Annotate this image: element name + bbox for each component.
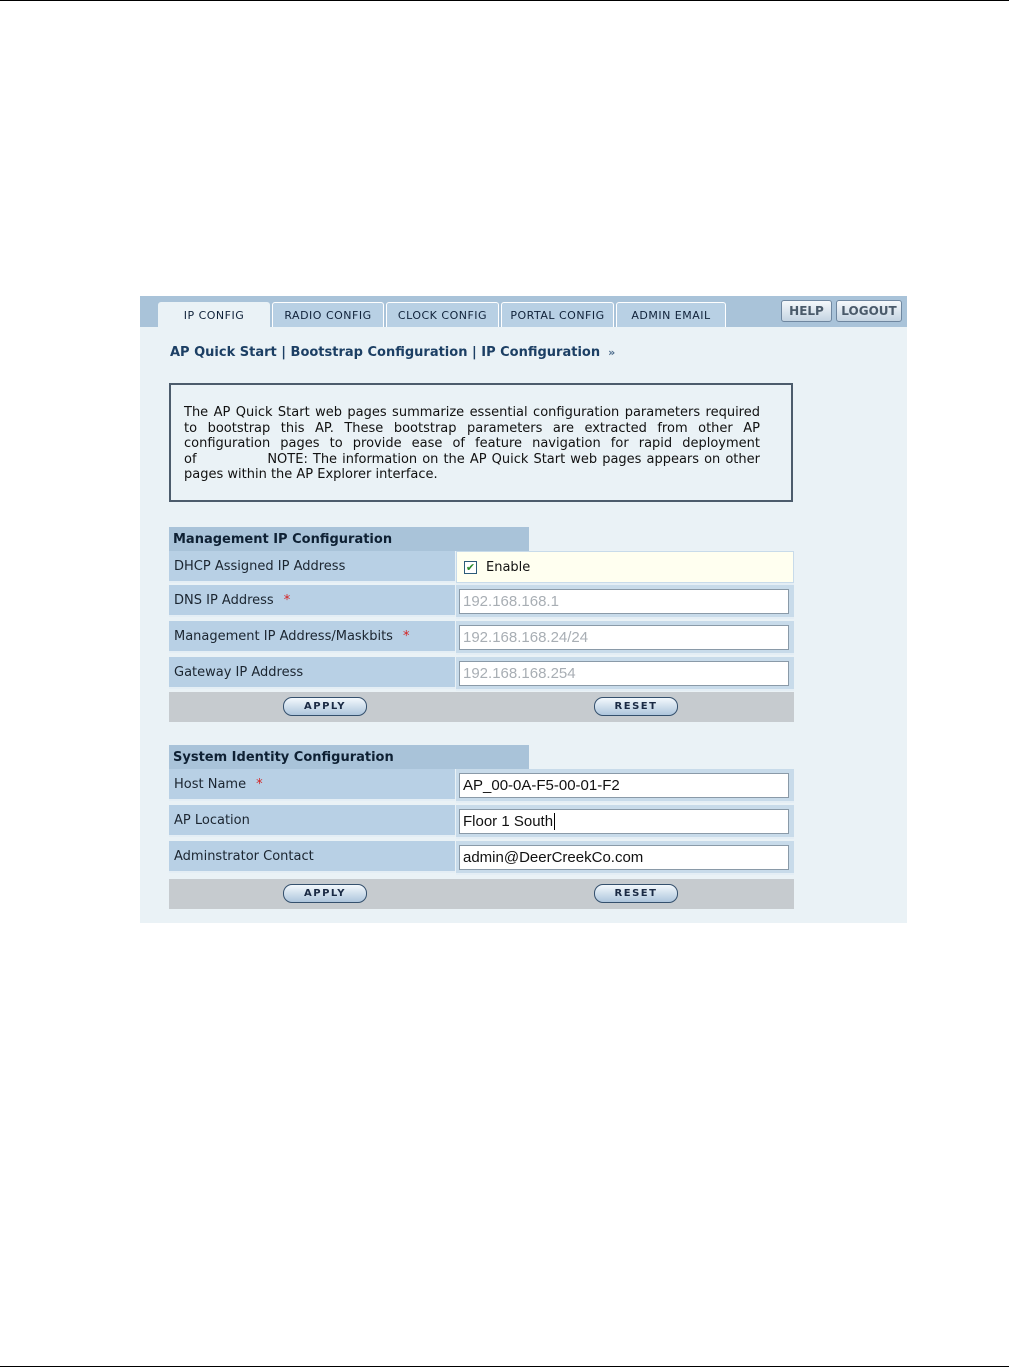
host-name-label-text: Host Name xyxy=(174,776,247,792)
required-marker: * xyxy=(256,776,263,792)
dhcp-enable-checkbox[interactable] xyxy=(464,561,477,574)
note-part-2: NOTE: The information on the AP Quick Start web pages appears on other pages within the AP Explorer interface. xyxy=(184,451,760,483)
tab-clock-config[interactable]: CLOCK CONFIG xyxy=(386,302,499,327)
ap-config-panel xyxy=(140,296,907,923)
gateway-label: Gateway IP Address xyxy=(169,657,455,689)
dhcp-enable-label: Enable xyxy=(486,559,531,575)
admin-contact-input[interactable]: admin@DeerCreekCo.com xyxy=(459,845,789,870)
checkmark-icon: ✔ xyxy=(465,560,476,574)
dhcp-label: DHCP Assigned IP Address xyxy=(169,551,455,583)
host-name-value-cell xyxy=(456,769,794,803)
host-name-row xyxy=(169,769,794,803)
tab-radio-config[interactable]: RADIO CONFIG xyxy=(272,302,384,327)
management-reset-button[interactable]: RESET xyxy=(594,697,678,716)
admin-contact-label: Adminstrator Contact xyxy=(169,841,455,873)
tab-portal-config[interactable]: PORTAL CONFIG xyxy=(501,302,614,327)
ap-location-value-cell xyxy=(456,805,794,839)
bottom-rule xyxy=(0,1366,1009,1367)
gateway-row xyxy=(169,657,794,691)
admin-contact-value-cell xyxy=(456,841,794,875)
breadcrumb xyxy=(170,345,615,360)
dns-label xyxy=(169,585,455,617)
mgmt-ip-value-cell xyxy=(456,621,794,655)
management-apply-button[interactable]: APPLY xyxy=(283,697,367,716)
mgmt-ip-label-text: Management IP Address/Maskbits xyxy=(174,628,393,644)
gateway-ip-input[interactable]: 192.168.168.254 xyxy=(459,661,789,686)
dns-row xyxy=(169,585,794,619)
required-marker: * xyxy=(283,592,291,608)
dhcp-value-cell xyxy=(456,551,794,585)
mgmt-ip-label xyxy=(169,621,455,653)
mgmt-ip-row xyxy=(169,621,794,655)
text-cursor xyxy=(554,813,555,830)
host-name-label xyxy=(169,769,455,801)
help-button[interactable]: HELP xyxy=(781,300,832,322)
identity-reset-button[interactable]: RESET xyxy=(594,884,678,903)
note-part-1: The AP Quick Start web pages summarize essential configuration parameters required to bootstrap this AP. These bootstrap parameters are extracted from other AP configuration pages to provide ease of feature navigation for rapid deployment of xyxy=(184,405,760,467)
dns-ip-input[interactable]: 192.168.168.1 xyxy=(459,589,789,614)
identity-section-title: System Identity Configuration xyxy=(169,745,529,769)
tab-ip-config[interactable]: IP CONFIG xyxy=(158,302,270,327)
required-marker: * xyxy=(402,628,410,644)
ap-location-label: AP Location xyxy=(169,805,455,837)
logout-button[interactable]: LOGOUT xyxy=(836,300,902,322)
quick-start-note xyxy=(169,383,793,502)
ap-location-input[interactable] xyxy=(459,809,789,834)
top-rule xyxy=(0,0,1009,1)
dhcp-row xyxy=(169,551,794,585)
management-section-title: Management IP Configuration xyxy=(169,527,529,551)
mgmt-ip-input[interactable]: 192.168.168.24/24 xyxy=(459,625,789,650)
tab-admin-email[interactable]: ADMIN EMAIL xyxy=(616,302,726,327)
dns-label-text: DNS IP Address xyxy=(174,592,274,608)
dns-value-cell xyxy=(456,585,794,619)
note-text xyxy=(184,405,760,483)
ap-location-row xyxy=(169,805,794,839)
dhcp-enable[interactable] xyxy=(457,552,793,582)
ap-location-value: Floor 1 South xyxy=(463,813,554,830)
admin-contact-row xyxy=(169,841,794,875)
identity-button-bar xyxy=(169,879,794,909)
host-name-input[interactable]: AP_00-0A-F5-00-01-F2 xyxy=(459,773,789,798)
gateway-value-cell xyxy=(456,657,794,691)
double-chevron-right-icon: » xyxy=(608,346,616,359)
breadcrumb-text: AP Quick Start | Bootstrap Configuration | IP Configuration xyxy=(170,345,601,360)
tab-bar xyxy=(140,296,907,327)
management-button-bar xyxy=(169,692,794,722)
identity-apply-button[interactable]: APPLY xyxy=(283,884,367,903)
